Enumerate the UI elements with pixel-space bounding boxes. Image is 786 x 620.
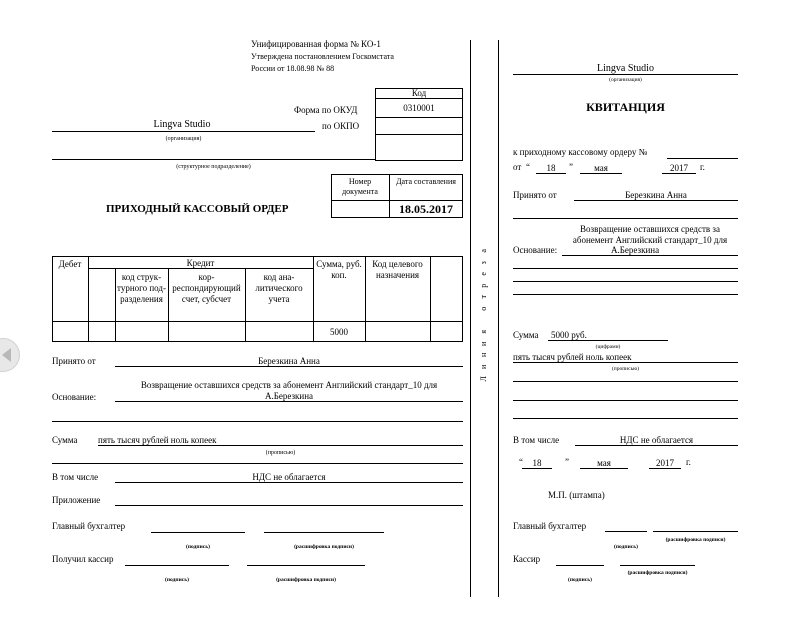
basis-label: Основание: (52, 392, 97, 402)
receipt-quote-close-2: ” (565, 457, 569, 467)
receipt-accountant-label: Главный бухгалтер (513, 521, 587, 531)
doc-num-header: Номер документа (342, 177, 378, 196)
receipt-cashier-sign-caption: (подпись) (568, 577, 592, 583)
previous-page-button[interactable] (0, 338, 20, 372)
basis-line-2: А.Березкина (264, 391, 314, 401)
debit-header: Дебет (58, 259, 82, 269)
cut-line-label: а з е р т о я и н и Л (479, 249, 489, 382)
receipt-basis-line-2: абонемент Английский стандарт_10 для (572, 235, 728, 245)
sum-words: пять тысяч рублей ноль копеек (98, 435, 217, 445)
receipt-year-suffix-2: г. (686, 457, 691, 467)
receipt-accountant-decode-caption: (расшифровка подписи) (665, 537, 726, 543)
amount-value: 5000 (330, 327, 348, 337)
date-value: 18.05.2017 (399, 202, 453, 216)
accountant-label: Главный бухгалтер (52, 521, 126, 531)
receipt-sum-value: 5000 руб. (551, 330, 587, 340)
receipt-incl-value: НДС не облагается (619, 435, 694, 445)
cut-line-left (470, 40, 471, 597)
chevron-left-icon (2, 348, 11, 362)
division-caption: (структурное подразделение) (176, 164, 251, 170)
attach-label: Приложение (52, 495, 101, 505)
basis-line-1: Возвращение оставшихся средств за абонемент Английский стандарт_10 для (140, 380, 438, 390)
receipt-stamp: М.П. (штампа) (548, 490, 605, 500)
okud-label: Форма по ОКУД (294, 105, 358, 115)
receipt-to-order: к приходному кассовому ордеру № (513, 147, 648, 157)
receipt-org-name: Lingva Studio (597, 63, 654, 74)
receipt-basis-label: Основание: (513, 245, 558, 255)
org-name: Lingva Studio (153, 119, 211, 130)
receipt-from: от (513, 162, 522, 172)
incl-value: НДС не облагается (252, 472, 326, 482)
receipt-cashier-decode-caption: (расшифровка подписи) (627, 570, 688, 576)
receipt-sum-words: пять тысяч рублей ноль копеек (513, 352, 632, 362)
receipt-basis-line-1: Возвращение оставшихся средств за (580, 224, 720, 234)
form-line-2: Утверждена постановлением Госкомстата (251, 52, 394, 61)
receipt-month: мая (594, 163, 608, 173)
receipt-day: 18 (546, 163, 556, 173)
form-line-3: России от 18.08.98 № 88 (251, 64, 335, 73)
cut-line-right (498, 40, 499, 597)
sum-label: Сумма (52, 435, 78, 445)
okud-value: 0310001 (403, 103, 435, 113)
receipt-month-2: мая (597, 458, 611, 468)
receipt-incl-label: В том числе (513, 435, 560, 445)
accountant-decode-caption: (расшифровка подписи) (294, 544, 354, 550)
receipt-day-2: 18 (532, 458, 542, 468)
analytic-code-header: код ана-литического учета (255, 272, 303, 304)
incl-label: В том числе (52, 472, 99, 482)
sub-code-header: код струк-турного под-разделения (117, 272, 166, 304)
codes-header: Код (411, 88, 427, 98)
purpose-code-header: Код целевого назначения (372, 259, 423, 280)
receipt-year-2: 2017 (656, 458, 674, 468)
receipt-sum-label: Сумма (513, 330, 539, 340)
received-label: Принято от (52, 356, 96, 366)
receipt-basis-line-3: А.Березкина (611, 245, 660, 255)
receipt-accountant-sign-caption: (подпись) (614, 544, 638, 550)
receipt-cashier-label: Кассир (513, 554, 541, 564)
sum-words-caption: (прописью) (265, 450, 296, 456)
receipt-year-suffix: г. (700, 162, 705, 172)
receipt-org-caption: (организация) (609, 77, 642, 83)
receipt-quote-open: “ (526, 162, 530, 172)
date-header: Дата составления (396, 177, 456, 186)
corr-account-header: кор-респондирующий счет, субсчет (172, 272, 241, 304)
order-title: ПРИХОДНЫЙ КАССОВЫЙ ОРДЕР (106, 203, 289, 215)
receipt-quote-close: ” (569, 162, 573, 172)
accountant-sign-caption: (подпись) (186, 544, 210, 550)
receipt-digits-caption: (цифрами) (595, 344, 621, 350)
credit-header: Кредит (186, 258, 215, 268)
form-line-1: Унифицированная форма № КО-1 (251, 39, 381, 49)
receipt-title: КВИТАНЦИЯ (586, 100, 665, 114)
received-value: Березкина Анна (258, 356, 320, 366)
org-caption: (организация) (165, 136, 202, 142)
cashier-sign-caption: (подпись) (165, 577, 189, 583)
receipt-words-caption: (прописью) (611, 366, 640, 372)
receipt-year: 2017 (670, 163, 688, 173)
receipt-received-value: Березкина Анна (625, 190, 687, 200)
cashier-decode-caption: (расшифровка подписи) (276, 577, 336, 583)
okpo-label: по ОКПО (322, 121, 360, 131)
receipt-quote-open-2: “ (519, 457, 523, 467)
amount-header: Сумма, руб. коп. (316, 259, 362, 280)
receipt-received-label: Принято от (513, 190, 557, 200)
cashier-label: Получил кассир (52, 554, 114, 564)
